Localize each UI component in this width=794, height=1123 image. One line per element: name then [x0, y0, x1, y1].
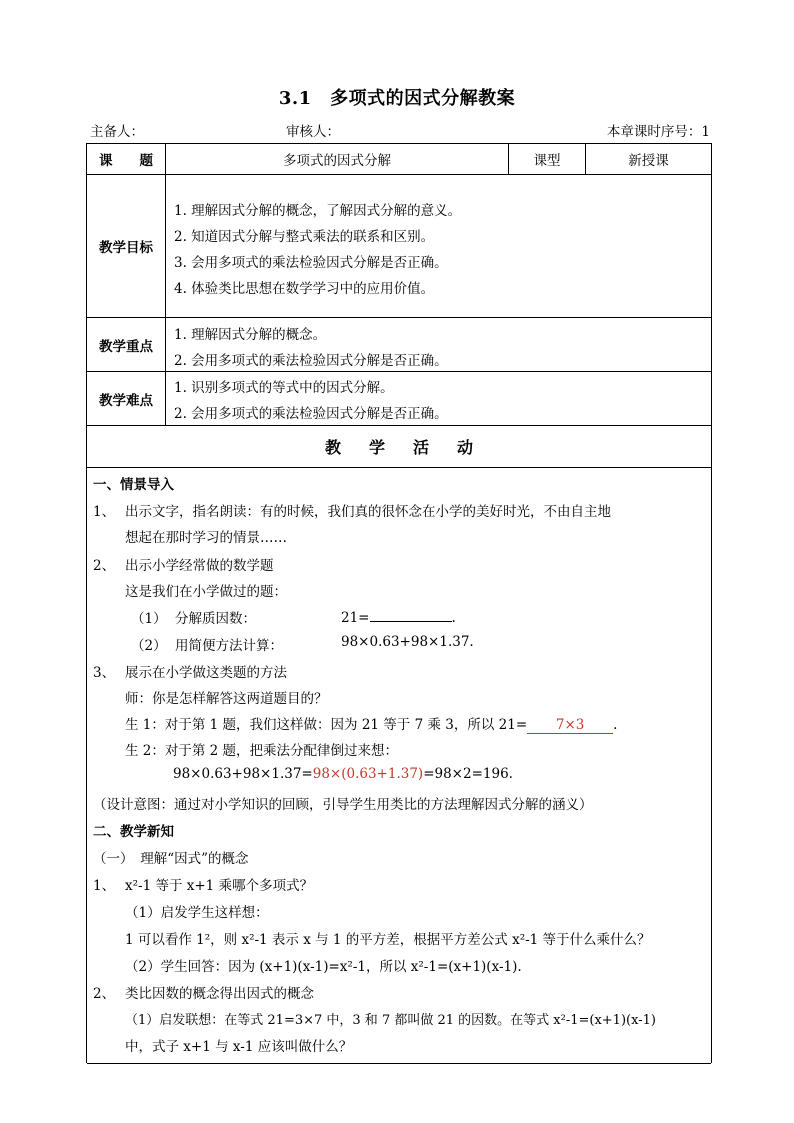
paragraph-line: 1 可以看作 1²，则 x²-1 表示 x 与 1 的平方差，根据平方差公式 x²-1 等于什么乘什么？ [125, 932, 651, 948]
answer-blank [370, 607, 452, 622]
key-points-label: 教学重点 [87, 318, 166, 371]
type-value: 新授课 [628, 153, 669, 169]
objectives-label: 教学目标 [87, 175, 166, 317]
key-points-row [87, 318, 711, 372]
list-item: 3. 会用多项式的乘法检验因式分解是否正确。 [174, 255, 448, 271]
difficulties-list [166, 372, 711, 425]
meta-row [88, 120, 710, 140]
list-item: 2. 知道因式分解与整式乘法的联系和区别。 [174, 229, 435, 245]
reviewer-label: 审核人： [286, 124, 340, 140]
question-expression: 21= . [341, 607, 456, 626]
question-expression: 98×0.63+98×1.37. [341, 634, 474, 650]
question-number: （2） [131, 638, 167, 654]
question-text: 用简便方法计算： [175, 638, 283, 654]
student-1-line: 生 1：对于第 1 题，我们这样做：因为 21 等于 7 乘 3，所以 21= 7×3 . [125, 717, 618, 733]
activities-row [87, 468, 711, 1064]
list-item: 4. 体验类比思想在数学学习中的应用价值。 [174, 281, 435, 297]
paragraph-line: （1）启发联想：在等式 21=3×7 中，3 和 7 都叫做 21 的因数。在等式 x²-1=(x+1)(x-1) [125, 1013, 656, 1028]
lesson-plan-table [86, 143, 712, 1063]
item-number: 3、 [93, 665, 116, 681]
question-text: 分解质因数： [175, 611, 256, 627]
item-number: 2、 [93, 986, 116, 1002]
subsection-title: （一） 理解“因式”的概念 [93, 851, 249, 867]
paragraph-line: x²-1 等于 x+1 乘哪个多项式？ [125, 878, 314, 894]
list-item: 1. 理解因式分解的概念，了解因式分解的意义。 [174, 203, 462, 219]
list-item: 1. 理解因式分解的概念。 [174, 327, 327, 343]
calculation-highlight: 98×(0.63+1.37) [312, 766, 424, 782]
difficulties-label: 教学难点 [87, 372, 166, 425]
preparer-label: 主备人： [90, 124, 144, 140]
key-points-list [166, 318, 711, 371]
objectives-row [87, 175, 711, 318]
activity-title-row [87, 426, 711, 468]
paragraph-line: 中，式子 x+1 与 x-1 应该叫做什么？ [125, 1039, 353, 1055]
paragraph-line: 出示小学经常做的数学题 [125, 558, 274, 574]
paragraph-line: （1）启发学生这样想： [125, 905, 269, 921]
paragraph-line: 展示在小学做这类题的方法 [125, 665, 287, 681]
paragraph-line: 出示文字，指名朗读：有的时候，我们真的很怀念在小学的美好时光，不由自主地 [125, 504, 611, 520]
calculation-line: 98×0.63+98×1.37=98×(0.63+1.37)=98×2=196. [173, 766, 513, 782]
topic-row [87, 144, 711, 175]
list-item: 2. 会用多项式的乘法检验因式分解是否正确。 [174, 353, 448, 369]
difficulties-row [87, 372, 711, 426]
teacher-line: 师：你是怎样解答这两道题目的？ [125, 691, 328, 707]
objectives-list [166, 175, 711, 317]
topic-value: 多项式的因式分解 [166, 144, 509, 174]
activity-title: 教学活动 [324, 438, 501, 457]
list-item: 2. 会用多项式的乘法检验因式分解是否正确。 [174, 406, 448, 422]
section-2-title: 二、教学新知 [93, 824, 174, 840]
item-number: 1、 [93, 504, 116, 520]
paragraph-line: （2）学生回答：因为 (x+1)(x-1)=x²-1，所以 x²-1=(x+1)(x-1). [125, 959, 522, 975]
student-2-line: 生 2：对于第 2 题，把乘法分配律倒过来想： [125, 743, 399, 759]
section-1-title: 一、情景导入 [93, 477, 174, 493]
topic-label: 课 题 [87, 144, 166, 174]
list-item: 1. 识别多项式的等式中的因式分解。 [174, 380, 394, 396]
lesson-number: 本章课时序号：1 [606, 124, 710, 140]
item-number: 1、 [93, 878, 116, 894]
design-intent: （设计意图：通过对小学知识的回顾，引导学生用类比的方法理解因式分解的涵义） [93, 797, 593, 813]
question-number: （1） [131, 611, 167, 627]
paragraph-line: 这是我们在小学做过的题： [125, 584, 287, 600]
student-1-answer: 7×3 [527, 717, 613, 734]
item-number: 2、 [93, 558, 116, 574]
page-title: 3.1 多项式的因式分解教案 [278, 88, 516, 109]
type-label: 课型 [509, 144, 586, 174]
paragraph-line: 想起在那时学习的情景…… [125, 530, 287, 546]
paragraph-line: 类比因数的概念得出因式的概念 [125, 986, 314, 1002]
